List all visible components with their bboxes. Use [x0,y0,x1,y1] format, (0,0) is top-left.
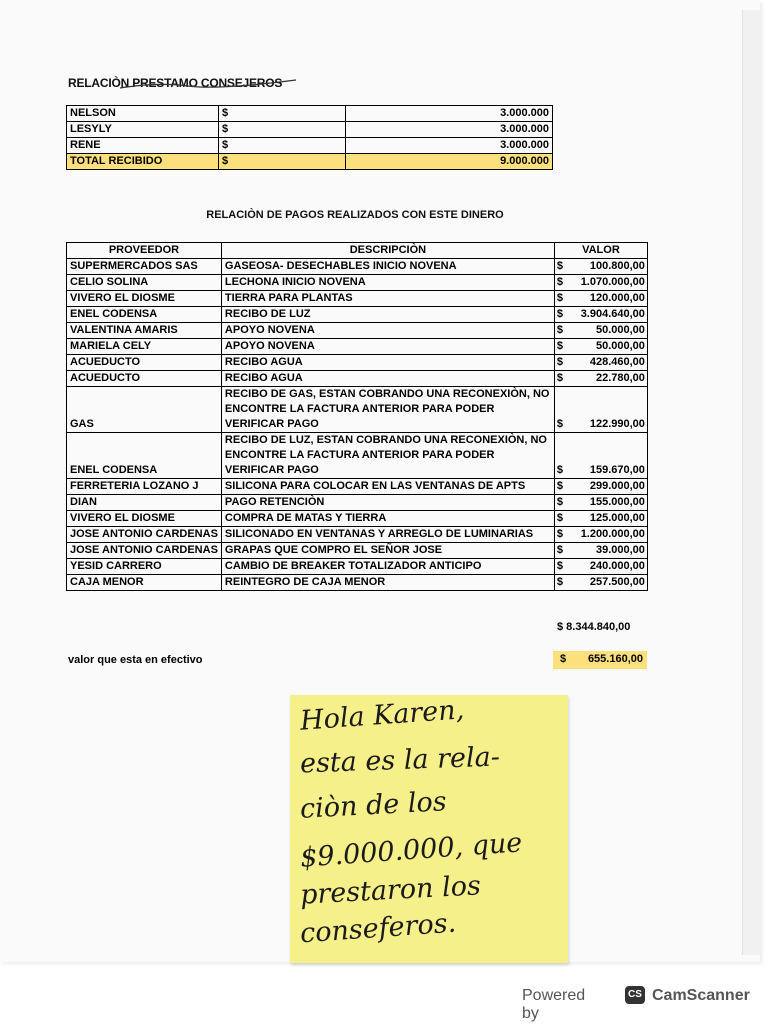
provider-cell: VIVERO EL DIOSME [67,511,222,527]
amount: 100.800,00 [589,260,645,272]
value-cell [554,479,647,495]
currency-sign: $ [556,480,564,492]
description-cell: RECIBO DE GAS, ESTAN COBRANDO UNA RECONEXIÒN, NO ENCONTRE LA FACTURA ANTERIOR PARA PODER VERIFICAR PAGO [221,387,554,433]
brand-name: CamScanner [652,987,750,1004]
table-row [67,122,553,138]
value-cell [554,511,647,527]
payments-table [66,242,648,591]
value-cell [554,433,647,479]
loan-table [66,105,553,170]
provider-cell: JOSE ANTONIO CARDENAS [67,543,222,559]
provider-cell: JOSE ANTONIO CARDENAS [67,527,222,543]
value-cell [554,527,647,543]
loan-amount: 3.000.000 [346,138,553,154]
provider-cell: DIAN [67,495,222,511]
value-cell [554,387,647,433]
note-line: $9.000.000, que [299,827,524,874]
description-cell: APOYO NOVENA [221,339,554,355]
table-row [67,138,553,154]
note-line: Hola Karen, [299,694,466,737]
total-label: TOTAL RECIBIDO [67,154,219,170]
currency-sign: $ [556,418,564,430]
currency-sign: $ [556,560,564,572]
currency-sign: $ [556,356,564,368]
value-cell [554,575,647,591]
provider-cell: CELIO SOLINA [67,275,222,291]
loan-amount: 3.000.000 [346,106,553,122]
cash-label: valor que esta en efectivo [68,654,203,666]
provider-cell: MARIELA CELY [67,339,222,355]
amount: 1.200.000,00 [580,528,645,540]
currency-sign: $ [556,260,564,272]
description-cell: COMPRA DE MATAS Y TIERRA [221,511,554,527]
table-row [67,275,648,291]
cash-value: 655.160,00 [587,653,643,665]
amount: 155.000,00 [589,496,645,508]
currency-sign: $ [556,576,564,588]
provider-cell: VIVERO EL DIOSME [67,291,222,307]
provider-cell: SUPERMERCADOS SAS [67,259,222,275]
description-cell: GRAPAS QUE COMPRO EL SEÑOR JOSE [221,543,554,559]
sticky-note [290,695,568,963]
table-row [67,355,648,371]
currency-sign: $ [556,372,564,384]
currency-sign: $ [219,154,346,170]
camscanner-logo-icon: CS [625,986,645,1004]
amount: 240.000,00 [589,560,645,572]
powered-by-text: Powered by [522,987,586,1022]
value-cell [554,495,647,511]
table-row [67,339,648,355]
value-cell [554,275,647,291]
description-cell: SILICONADO EN VENTANAS Y ARREGLO DE LUMINARIAS [221,527,554,543]
currency-sign: $ [556,512,564,524]
description-cell: REINTEGRO DE CAJA MENOR [221,575,554,591]
description-cell: TIERRA PARA PLANTAS [221,291,554,307]
amount: 50.000,00 [595,324,645,336]
table-row [67,543,648,559]
value-cell [554,291,647,307]
value-cell [554,355,647,371]
value-cell [554,371,647,387]
description-cell: RECIBO DE LUZ, ESTAN COBRANDO UNA RECONEXIÒN, NO ENCONTRE LA FACTURA ANTERIOR PARA PODER VERIFICAR PAGO [221,433,554,479]
table-row [67,259,648,275]
provider-cell: ACUEDUCTO [67,371,222,387]
currency-sign: $ [556,496,564,508]
currency-sign: $ [556,544,564,556]
header-description: DESCRIPCIÒN [221,243,554,259]
header-provider: PROVEEDOR [67,243,222,259]
value-cell [554,339,647,355]
value-cell [554,543,647,559]
table-row [67,307,648,323]
amount: 3.904.640,00 [580,308,645,320]
total-row [67,154,553,170]
amount: 50.000,00 [595,340,645,352]
currency-sign: $ [219,138,346,154]
currency-sign: $ [556,464,564,476]
table-row [67,323,648,339]
cash-currency: $ [560,653,567,665]
currency-sign: $ [556,324,564,336]
currency-sign: $ [219,122,346,138]
table-row [67,511,648,527]
table-row [67,575,648,591]
currency-sign: $ [556,528,564,540]
pen-strike [118,74,298,98]
description-cell: CAMBIO DE BREAKER TOTALIZADOR ANTICIPO [221,559,554,575]
table-row [67,559,648,575]
lender-name: LESYLY [67,122,219,138]
lender-name: RENE [67,138,219,154]
currency-sign: $ [556,308,564,320]
loan-title: RELACIÒN PRESTAMO CONSEJEROS [68,76,283,90]
amount: 22.780,00 [595,372,645,384]
payments-total: $ 8.344.840,00 [557,621,631,633]
amount: 159.670,00 [589,464,645,476]
description-cell: PAGO RETENCIÒN [221,495,554,511]
amount: 428.460,00 [589,356,645,368]
note-line: esta es la rela- [299,741,501,780]
description-cell: LECHONA INICIO NOVENA [221,275,554,291]
currency-sign: $ [556,292,564,304]
value-cell [554,559,647,575]
provider-cell: YESID CARRERO [67,559,222,575]
value-cell [554,307,647,323]
amount: 299.000,00 [589,480,645,492]
amount: 1.070.000,00 [580,276,645,288]
table-row [67,495,648,511]
provider-cell: GAS [67,387,222,433]
table-row [67,106,553,122]
table-row [67,371,648,387]
amount: 125.000,00 [589,512,645,524]
provider-cell: CAJA MENOR [67,575,222,591]
table-row [67,291,648,307]
currency-sign: $ [556,340,564,352]
value-cell [554,259,647,275]
total-amount: 9.000.000 [346,154,553,170]
provider-cell: FERRETERIA LOZANO J [67,479,222,495]
description-cell: RECIBO AGUA [221,371,554,387]
note-line: ciòn de los [299,786,448,825]
header-value: VALOR [554,243,647,259]
provider-cell: ENEL CODENSA [67,433,222,479]
note-line: prestaron los [299,870,482,911]
currency-sign: $ [556,276,564,288]
table-row [67,527,648,543]
cash-value-box [553,651,647,669]
provider-cell: VALENTINA AMARIS [67,323,222,339]
currency-sign: $ [219,106,346,122]
note-line: conseferos. [299,907,458,950]
lender-name: NELSON [67,106,219,122]
table-row [67,479,648,495]
amount: 39.000,00 [595,544,645,556]
amount: 257.500,00 [589,576,645,588]
amount: 122.990,00 [589,418,645,430]
table-header-row [67,243,648,259]
description-cell: RECIBO DE LUZ [221,307,554,323]
table-row [67,387,648,433]
payments-title: RELACIÒN DE PAGOS REALIZADOS CON ESTE DINERO [206,209,504,221]
value-cell [554,323,647,339]
amount: 120.000,00 [589,292,645,304]
table-row [67,433,648,479]
description-cell: RECIBO AGUA [221,355,554,371]
provider-cell: ENEL CODENSA [67,307,222,323]
description-cell: SILICONA PARA COLOCAR EN LAS VENTANAS DE APTS [221,479,554,495]
description-cell: APOYO NOVENA [221,323,554,339]
loan-amount: 3.000.000 [346,122,553,138]
description-cell: GASEOSA- DESECHABLES INICIO NOVENA [221,259,554,275]
page-edge [742,10,761,955]
provider-cell: ACUEDUCTO [67,355,222,371]
